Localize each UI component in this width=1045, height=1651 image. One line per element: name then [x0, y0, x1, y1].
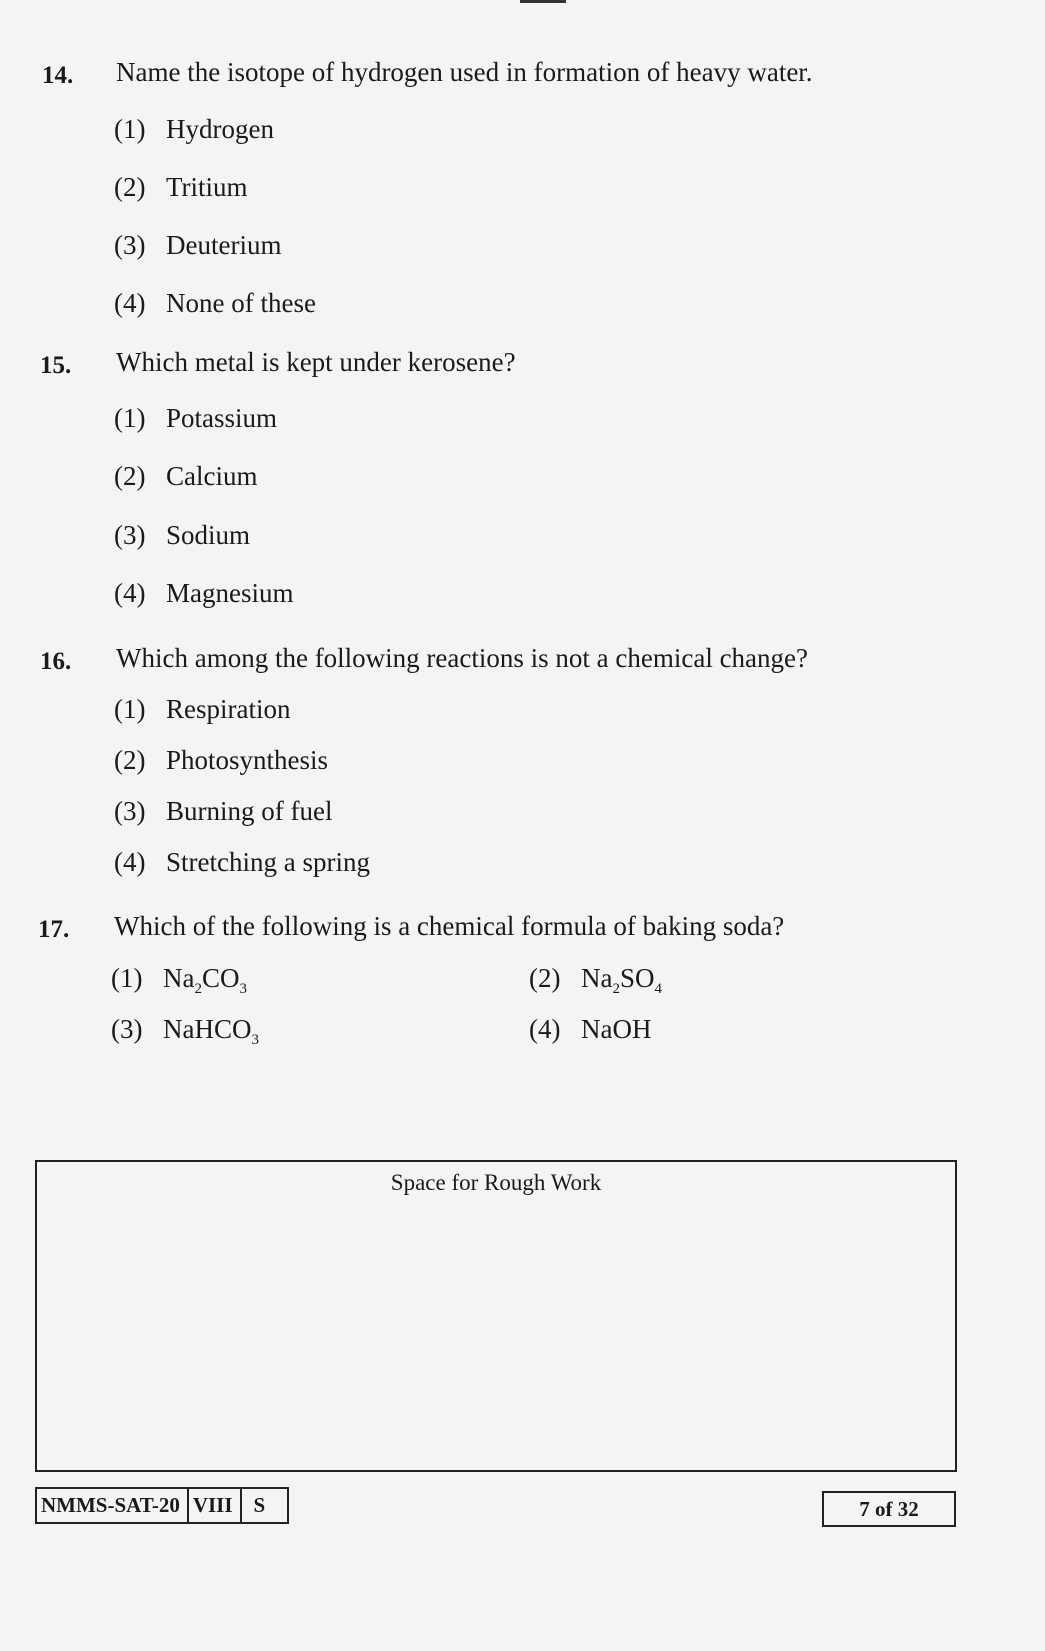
option[interactable]: (4) Magnesium: [114, 578, 294, 608]
chemical-formula: NaHCO$_3$: [163, 1014, 259, 1048]
option[interactable]: (1) Hydrogen: [114, 114, 274, 144]
chemical-formula: NaOH: [581, 1014, 652, 1044]
option[interactable]: (2) Photosynthesis: [114, 745, 329, 775]
question-text: Which among the following reactions is not a chemical change?: [116, 643, 809, 673]
question-number: 15.: [40, 352, 72, 379]
page-number: 7 of 32: [822, 1491, 956, 1527]
option[interactable]: (1) $Na_2CO_3$: [111, 963, 247, 997]
paper-code-box: [35, 1487, 289, 1524]
option[interactable]: (2) Calcium: [114, 461, 258, 491]
option[interactable]: (4) Stretching a spring: [114, 847, 370, 877]
option[interactable]: (1) Potassium: [114, 403, 278, 433]
option[interactable]: (4) NaOH: [529, 1014, 652, 1044]
option[interactable]: (3) Sodium: [114, 520, 251, 550]
option[interactable]: (1) Respiration: [114, 694, 291, 724]
option[interactable]: (3) Burning of fuel: [114, 796, 333, 826]
chemical-formula: $Na_2CO_3$: [163, 963, 247, 997]
question-text: Which of the following is a chemical formula of baking soda?: [114, 911, 785, 941]
class-label: VIII: [189, 1489, 242, 1522]
question-number: 16.: [40, 648, 72, 675]
paper-code: NMMS-SAT-20: [37, 1489, 189, 1522]
option[interactable]: (2) Tritium: [114, 172, 248, 202]
option[interactable]: (2) $Na_2SO_4$: [529, 963, 662, 997]
question-number: 17.: [38, 916, 70, 943]
set-label: S: [253, 1493, 266, 1517]
option[interactable]: (3) NaHCO$_3$: [111, 1014, 259, 1048]
option[interactable]: (3) Deuterium: [114, 230, 282, 260]
top-mark: [520, 0, 566, 3]
question-text: Name the isotope of hydrogen used in formation of heavy water.: [116, 57, 813, 87]
rough-work-box: [35, 1160, 957, 1472]
question-number: 14.: [42, 62, 74, 89]
question-text: Which metal is kept under kerosene?: [116, 347, 516, 377]
rough-work-title: Space for Rough Work: [390, 1170, 602, 1195]
option[interactable]: (4) None of these: [114, 288, 316, 318]
chemical-formula: $Na_2SO_4$: [581, 963, 662, 997]
